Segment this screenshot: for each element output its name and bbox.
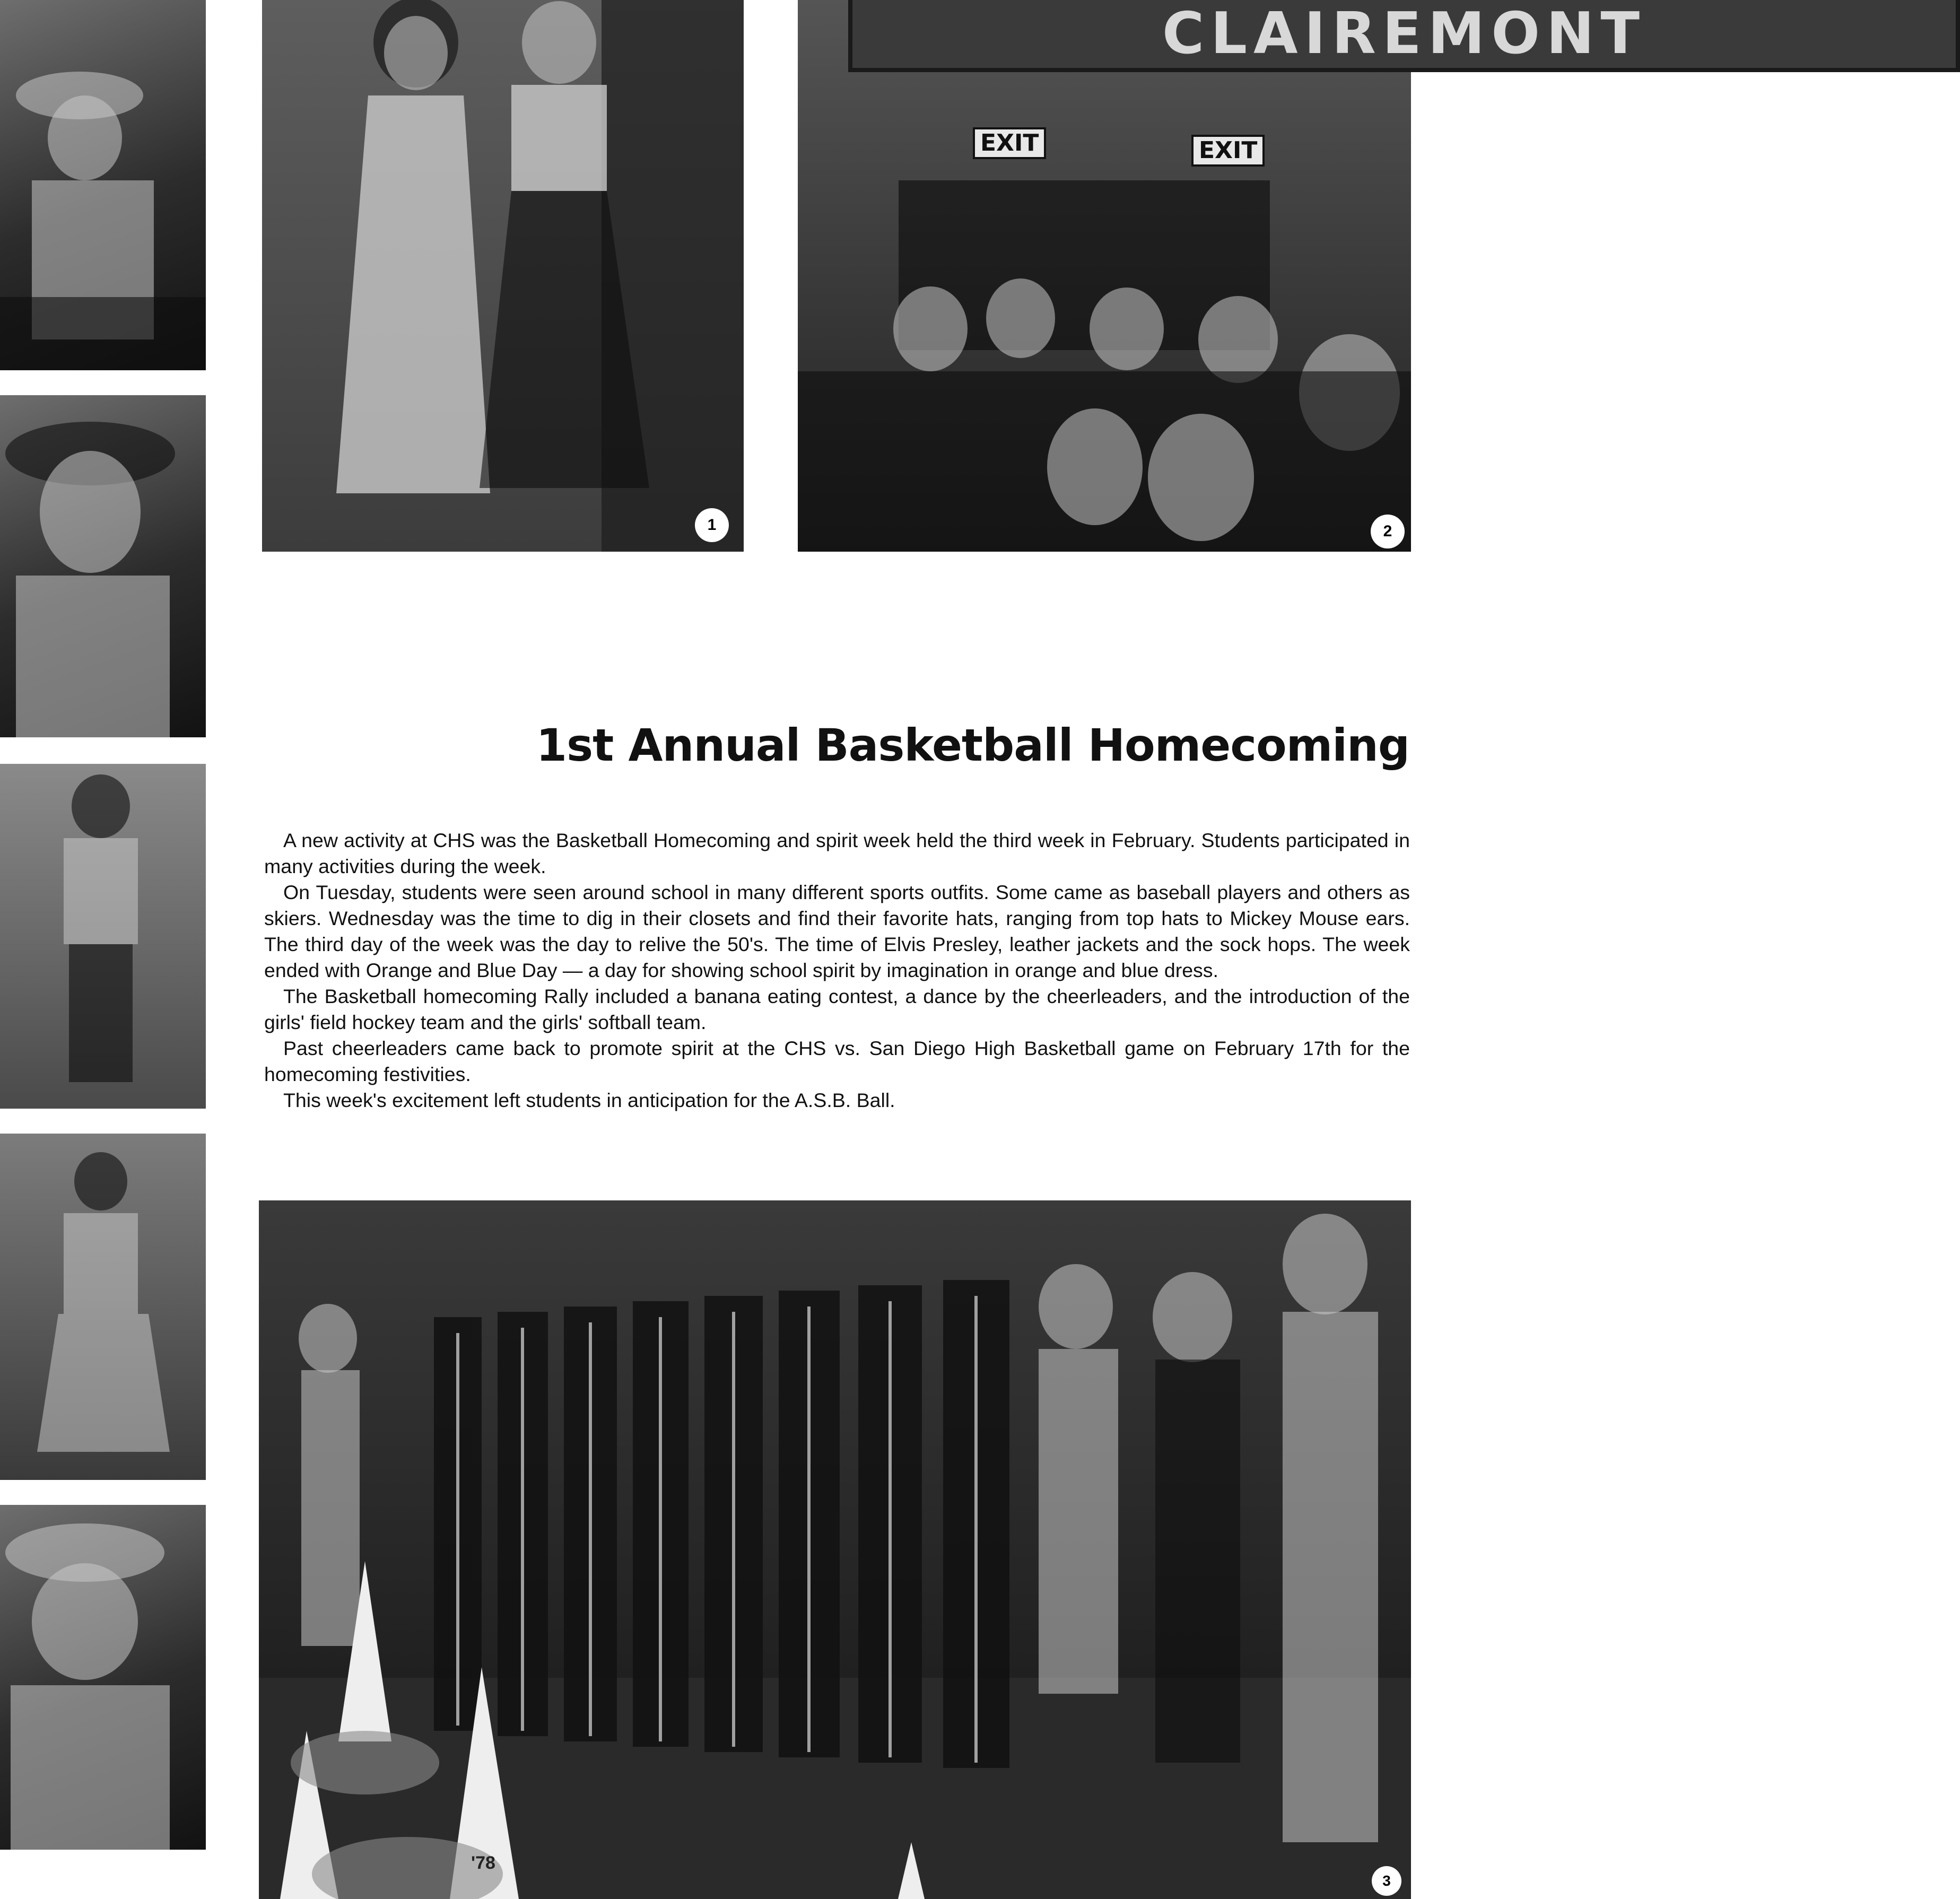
side-photo-girl-rolled-jeans-scene	[0, 764, 206, 1109]
side-photo-hat-crowd-scene	[0, 0, 206, 370]
photo-3-number-badge: 3	[1372, 1866, 1401, 1896]
side-photo-girl-rolled-jeans	[0, 764, 206, 1109]
photo-2-number-badge: 2	[1371, 515, 1405, 548]
article-paragraph-1: A new activity at CHS was the Basketball Homecoming and spirit week held the third week in February. Students participated in many activities during the week.	[264, 829, 1410, 877]
clairemont-banner-text: CLAIREMONT	[1162, 1, 1647, 67]
side-photo-girl-skirt	[0, 1134, 206, 1480]
exit-sign-right: EXIT	[1191, 135, 1265, 167]
cone-label: '78	[471, 1853, 495, 1873]
article-body	[264, 827, 1410, 1113]
article-paragraph-5: This week's excitement left students in anticipation for the A.S.B. Ball.	[283, 1089, 895, 1111]
side-photo-girl-skirt-scene	[0, 1134, 206, 1480]
side-photo-hat-crowd	[0, 0, 206, 370]
photo-2-scene	[798, 0, 1411, 552]
photo-1-scene	[262, 0, 744, 552]
side-photo-cowboy-hat	[0, 395, 206, 737]
photo-3-team-lineup	[259, 1200, 1411, 1899]
photo-3-scene	[259, 1200, 1411, 1899]
article-paragraph-3: The Basketball homecoming Rally included a banana eating contest, a dance by the cheerleaders, and the introduction of the girls' field hockey team and the girls' softball team.	[264, 985, 1410, 1033]
side-photo-baseball-cap	[0, 1505, 206, 1850]
side-photo-baseball-cap-scene	[0, 1505, 206, 1850]
article-paragraph-2: On Tuesday, students were seen around school in many different sports outfits. Some came as baseball players and others as skiers. Wednesday was the time to dig in their closets and find their favorite hats, ranging from top hats to Mickey Mouse ears. The third day of the week was the day to relive the 50's. The time of Elvis Presley, leather jackets and the sock hops. The week ended with Orange and Blue Day — a day for showing school spirit by imagination in orange and blue dress.	[264, 881, 1410, 981]
side-photo-cowboy-hat-scene	[0, 395, 206, 737]
photo-1-fifties-dress	[262, 0, 744, 552]
article-paragraph-4: Past cheerleaders came back to promote spirit at the CHS vs. San Diego High Basketball game on February 17th for the homecoming festivities.	[264, 1037, 1410, 1085]
article-headline: 1st Annual Basketball Homecoming	[536, 719, 1409, 771]
exit-sign-left: EXIT	[973, 127, 1046, 159]
photo-1-number-badge: 1	[695, 508, 729, 542]
photo-2-gym-crowd	[798, 0, 1647, 552]
